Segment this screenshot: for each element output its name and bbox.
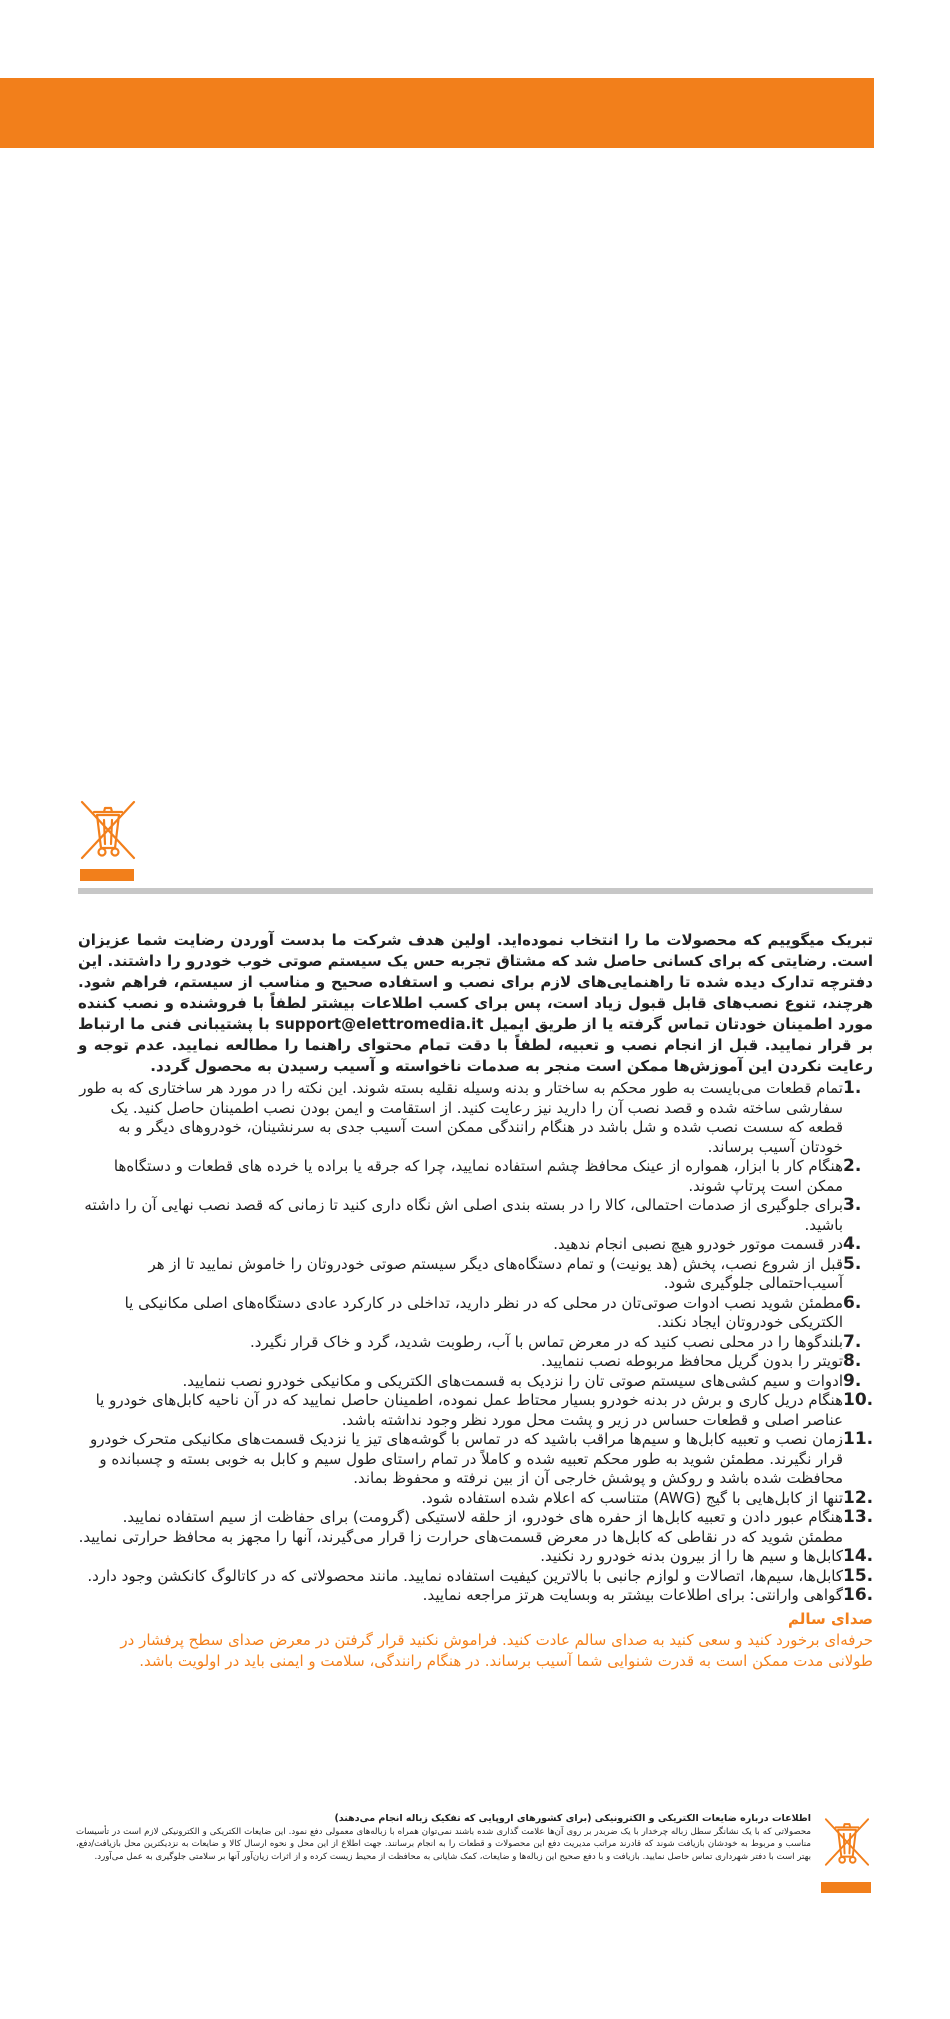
item-text: هنگام کار با ابزار، همواره از عینک محافظ چشم استفاده نمایید، چرا که جرقه یا براده یا خرده های قطعات و دستگاه‌ها ممکن است پرتاپ شوند. [113, 1157, 843, 1195]
crossed-out-wheelie-bin-icon [78, 798, 138, 862]
intro-paragraph: تبریک میگوییم که محصولات ما را انتخاب نموده‌اید. اولین هدف شرکت ما بدست آوردن رضایت شما عزیزان است. رضایتی که برای کسانی حاصل شد که مشتاق تجربه حس یک سیستم صوتی خوب خودرو را داشتند. این دفترچه تدارک دیده شده تا راهنمایی‌های لازم برای نصب و استفاده صحیح و مناسب از سیستم، فراهم شود. هرچند، تنوع نصب‌های قابل قبول زیاد است، پس برای کسب اطلاعات بیشتر لطفاً با فروشنده و نصب کننده مورد اطمینان خودتان تماس گرفته یا از طریق ایمیل support@elettromedia.it با پشتیبانی فنی ما ارتباط بر قرار نمایید. قبل از انجام نصب و تعبیه، لطفاً با دقت تمام محتوای راهنما را مطالعه نمایید. عدم توجه و رعایت نکردن این آموزش‌ها ممکن است منجر به صدمات ناخواسته و آسیب رسیدن به محصول گردد. [78, 931, 873, 1075]
disposal-text-block [76, 1812, 811, 1863]
list-item [78, 1547, 873, 1567]
list-item [78, 1391, 873, 1430]
list-item [78, 1372, 873, 1392]
item-number: 10. [843, 1390, 874, 1410]
divider-rule [78, 888, 873, 894]
item-number: 1. [843, 1078, 862, 1098]
instructions-body [78, 930, 873, 1672]
list-item [78, 1157, 873, 1196]
item-text: در قسمت موتور خودرو هیچ نصبی انجام ندهید. [553, 1235, 843, 1253]
item-text: قبل از شروع نصب، پخش (هد یونیت) و تمام دستگاه‌های دیگر سیستم صوتی خودروتان را خاموش نمایید تا از هر آسیب‌احتمالی جلوگیری شود. [148, 1254, 843, 1292]
item-text: کابل‌ها و سیم ها را از بیرون بدنه خودرو رد نکنید. [540, 1547, 843, 1565]
list-item [78, 1255, 873, 1294]
disposal-body: محصولاتی که با یک نشانگر سطل زباله چرخدار با یک ضربدر بر روی آن‌ها علامت گذاری شده باشند نمی‌توان همراه با زباله‌های معمولی دفع نمود. این ضایعات الکتریکی و الکترونیکی لازم است در تأسیسات مناسب و مربوط به خودشان بازیافت شوند که قادرند مراتب مدیریت دفع این محصولات و قطعات را به انجام برسانند. جهت اطلاع از این محل و نحوه ارسال کالا و ضایعات به نزدیکترین محل بازیافت/دفع، بهتر است با دفتر شهرداری تماس حاصل نمایید. بازیافت و با دفع صحیح این زباله‌ها و ضایعات، کمک شایانی به محافظت از محیط زیست کرده و از اثرات زیان‌آور آنها بر سلامتی جلوگیری به عمل می‌آورد. [76, 1827, 811, 1862]
item-number: 5. [843, 1253, 862, 1274]
list-item [78, 1567, 873, 1587]
list-item [78, 1586, 873, 1606]
healthy-sound-text: حرفه‌ای برخورد کنید و سعی کنید به صدای سالم عادت کنید. فراموش نکنید قرار گرفتن در معرض صدای سطح پرفشار در طولانی مدت ممکن است به قدرت شنوایی شما آسیب برساند. در هنگام رانندگی، سلامت و ایمنی باید در اولویت باشد. [120, 1630, 873, 1670]
disposal-notice [78, 1812, 873, 1892]
disposal-heading: اطلاعات درباره ضایعات الکتریکی و الکترونیکی (برای کشورهای اروپایی که تفکیک زباله انجام می‌دهند) [334, 1813, 811, 1824]
item-number: 14. [843, 1546, 874, 1566]
header-band [0, 78, 874, 148]
item-text: تمام قطعات می‌بایست به طور محکم به ساختار و بدنه وسیله نقلیه بسته شوند. این نکته را در مورد هر ساختاری که به طور سفارشی ساخته شده و قصد نصب آن را دارید نیز رعایت کنید. از استقامت و ایمن بودن نصب اطمینان حاصل کنید. یک قطعه که سست نصب شده و شل باشد در هنگام رانندگی ممکن است آسیب جدی به سرنشینان، خودروهای دیگر و به خودتان آسیب برساند. [79, 1079, 843, 1156]
list-item [78, 1508, 873, 1547]
item-text: کابل‌ها، سیم‌ها، اتصالات و لوازم جانبی با بالاترین کیفیت استفاده نمایید. مانند محصولاتی که در کاتالوگ کانکشن وجود دارد. [87, 1566, 843, 1585]
item-number: 6. [843, 1292, 862, 1313]
item-text: تویتر را بدون گریل محافظ مربوطه نصب ننمایید. [540, 1352, 843, 1370]
item-text: زمان نصب و تعبیه کابل‌ها و سیم‌ها مراقب باشید که در تماس با گوشه‌های تیز یا نزدیک قسمت‌های مکانیکی متحرک خودرو قرار نگیرند. مطمئن شوید به طور محکم تعبیه شده و کاملاً در تمام راستای طول سیم و کابل به خوبی بسته و چسبانده و محافظت شده باشد و روکش و پوشش خارجی آن از بین نرفته و محفوظ بماند. [90, 1430, 843, 1487]
item-number: 4. [843, 1234, 862, 1254]
item-text: هنگام عبور دادن و تعبیه کابل‌ها از حفره های خودرو، از حلقه لاستیکی (گرومت) برای حفاظت از سیم استفاده نمایید. مطمئن شوید که در نقاطی که کابل‌ها در معرض قسمت‌های حرارت زا قرار می‌گیرند، آنها را مجهز به محافظ حرارتی نمایید. [78, 1508, 843, 1546]
list-item [78, 1430, 873, 1489]
item-text: هنگام دریل کاری و برش در بدنه خودرو بسیار محتاط عمل نموده، اطمینان حاصل نمایید که در آن ناحیه کابل‌های خودرو یا عناصر اصلی و قطعات حساس در زیر و پشت محل مورد نظر وجود نداشته باشد. [95, 1391, 843, 1429]
list-item [78, 1235, 873, 1255]
item-number: 13. [843, 1507, 874, 1527]
list-item [78, 1196, 873, 1235]
item-number: 9. [843, 1370, 862, 1391]
item-number: 16. [843, 1585, 874, 1605]
item-number: 12. [843, 1487, 874, 1508]
item-number: 2. [843, 1156, 862, 1176]
item-number: 15. [843, 1565, 874, 1586]
item-number: 3. [843, 1195, 862, 1215]
item-text: گواهی وارانتی: برای اطلاعات بیشتر به وبسایت هرتز مراجعه نمایید. [422, 1586, 843, 1604]
list-item [78, 1333, 873, 1353]
item-text: بلندگوها را در محلی نصب کنید که در معرض تماس با آب، رطوبت شدید، گرد و خاک قرار نگیرد. [250, 1332, 843, 1351]
item-text: ادوات و سیم کشی‌های سیستم صوتی تان را نزدیک به قسمت‌های الکتریکی و مکانیکی خودرو نصب ننمایید. [182, 1371, 843, 1390]
crossed-out-wheelie-bin-icon [821, 1816, 873, 1868]
item-number: 11. [843, 1429, 874, 1449]
item-number: 8. [843, 1351, 862, 1371]
weee-underline-bar [80, 869, 134, 881]
item-text: تنها از کابل‌هایی با گیج (AWG) متناسب که اعلام شده استفاده شود. [421, 1488, 843, 1507]
disposal-underline-bar [821, 1882, 871, 1893]
item-text: برای جلوگیری از صدمات احتمالی، کالا را در بسته بندی اصلی اش نگاه داری کنید تا زمانی که قصد نصب نهایی آن را داشته باشید. [84, 1196, 843, 1234]
list-item [78, 1352, 873, 1372]
instruction-list [78, 1079, 873, 1606]
list-item [78, 1079, 873, 1157]
healthy-sound-heading: صدای سالم [787, 1609, 873, 1628]
item-number: 7. [843, 1331, 862, 1352]
list-item [78, 1294, 873, 1333]
list-item [78, 1489, 873, 1509]
item-text: مطمئن شوید نصب ادوات صوتی‌تان در محلی که در نظر دارید، تداخلی در کارکرد عادی دستگاه‌های اصلی مکانیکی یا الکتریکی خودروتان ایجاد نکند. [124, 1293, 843, 1331]
